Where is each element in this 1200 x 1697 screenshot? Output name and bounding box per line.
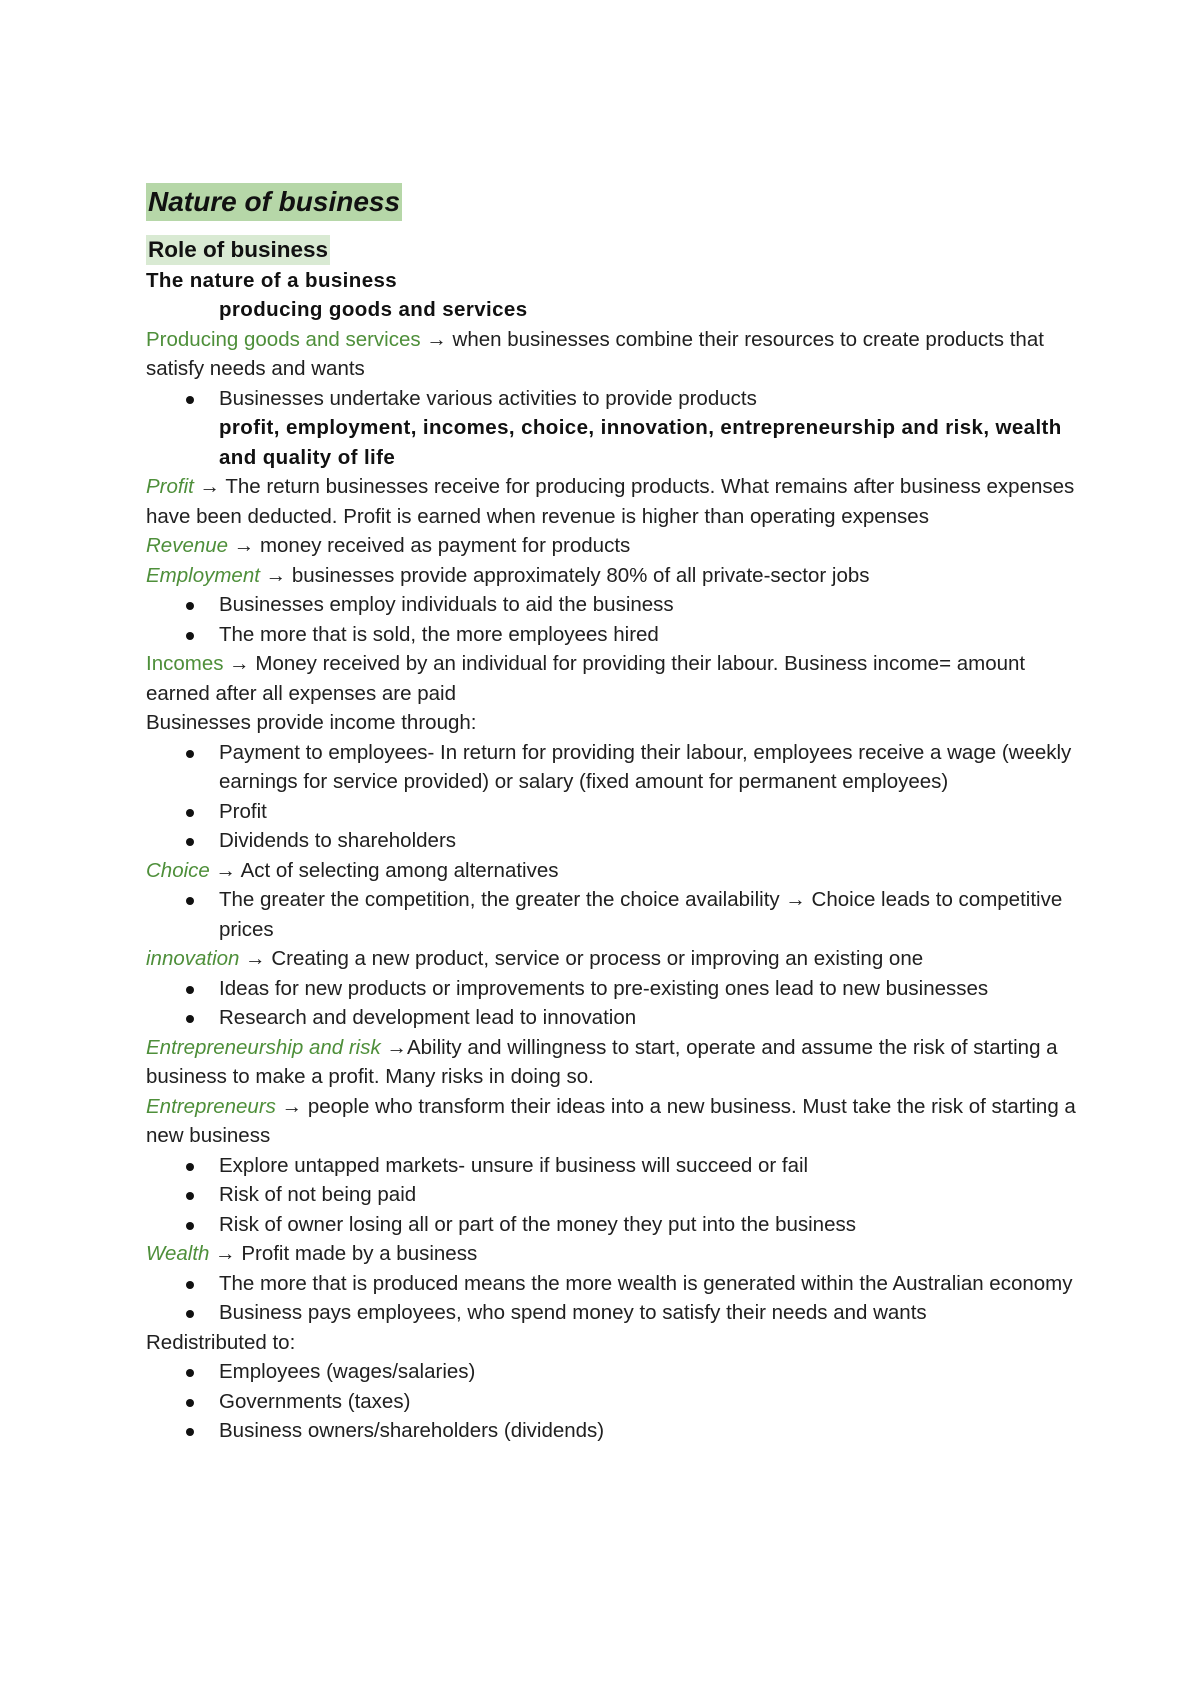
term: Revenue [146,534,229,557]
term: Wealth [146,1242,210,1265]
definition-choice [146,856,1076,886]
topics-bold: profit, employment, incomes, choice, innovation, entrepreneurship and risk, wealth and quality of life [219,416,1062,469]
list-item: Research and development lead to innovation [146,1003,1076,1033]
definition-revenue [146,531,1076,561]
list-item: Payment to employees- In return for providing their labour, employees receive a wage (weekly earnings for service provided) or salary (fixed amount for permanent employees) [146,738,1076,797]
definition-employment [146,561,1076,591]
bullet-list [146,1269,1076,1328]
bullet-list [146,738,1076,856]
definition-text: → Creating a new product, service or process or improving an existing one [239,947,924,970]
list-item: Business owners/shareholders (dividends) [146,1416,1076,1446]
list-item: The greater the competition, the greater the choice availability → Choice leads to competitive prices [146,885,1076,944]
list-item: Risk of not being paid [146,1180,1076,1210]
bullet-list [146,974,1076,1033]
list-item: Dividends to shareholders [146,826,1076,856]
section-heading: Role of business [146,235,330,265]
bullet-list [146,590,1076,649]
list-item: The more that is produced means the more wealth is generated within the Australian economy [146,1269,1076,1299]
list-item: The more that is sold, the more employees hired [146,620,1076,650]
definition-innovation [146,944,1076,974]
definition-text: → Act of selecting among alternatives [209,858,559,882]
definition-text: → Money received by an individual for providing their labour. Business income= amount earned after all expenses are paid [146,652,1026,705]
document-title: Nature of business [146,183,402,221]
definition-text: →Ability and willingness to start, operate and assume the risk of starting a business to make a profit. Many risks in doing so. [146,1035,1058,1088]
bullet-list [146,384,1076,414]
list-item: Profit [146,797,1076,827]
term: Profit [146,475,194,498]
list-item: Ideas for new products or improvements to pre-existing ones lead to new businesses [146,974,1076,1004]
definition-text: → money received as payment for products [228,534,631,557]
bullet-list [146,1357,1076,1446]
definition-text: → when businesses combine their resources to create products that satisfy needs and wants [146,327,1044,380]
definition-incomes [146,649,1076,708]
definition-text: → businesses provide approximately 80% of all private-sector jobs [259,563,870,587]
list-item: Risk of owner losing all or part of the money they put into the business [146,1210,1076,1240]
list-item: Business pays employees, who spend money to satisfy their needs and wants [146,1298,1076,1328]
list-item: Explore untapped markets- unsure if business will succeed or fail [146,1151,1076,1181]
list-item: Businesses undertake various activities to provide products [146,384,1076,414]
term: innovation [146,947,240,970]
bullet-list [146,1151,1076,1240]
definition-text: → Profit made by a business [209,1242,478,1265]
term: Employment [146,563,260,587]
definition-producing [146,325,1076,384]
term: Entrepreneurship and risk [146,1035,381,1059]
definition-entrepreneurs [146,1092,1076,1151]
list-item: Businesses employ individuals to aid the business [146,590,1076,620]
term: Incomes [146,652,224,675]
definition-text: → The return businesses receive for producing products. What remains after business expenses have been deducted. Profit is earned when revenue is higher than operating expenses [146,475,1075,528]
definition-text: → people who transform their ideas into a new business. Must take the risk of starting a new business [146,1094,1076,1147]
definition-entrepreneurship-risk [146,1033,1076,1092]
document-body [146,183,1076,1446]
list-item: Governments (taxes) [146,1387,1076,1417]
income-through: Businesses provide income through: [146,711,477,734]
redistributed-heading: Redistributed to: [146,1330,296,1354]
nature-heading: The nature of a business [146,268,398,292]
sub-heading: producing goods and services [219,298,528,321]
list-item: Employees (wages/salaries) [146,1357,1076,1387]
term: Choice [146,858,210,882]
term: Producing goods and services [146,327,421,351]
bullet-list [146,885,1076,944]
definition-profit [146,472,1076,531]
term: Entrepreneurs [146,1094,276,1118]
definition-wealth [146,1239,1076,1269]
